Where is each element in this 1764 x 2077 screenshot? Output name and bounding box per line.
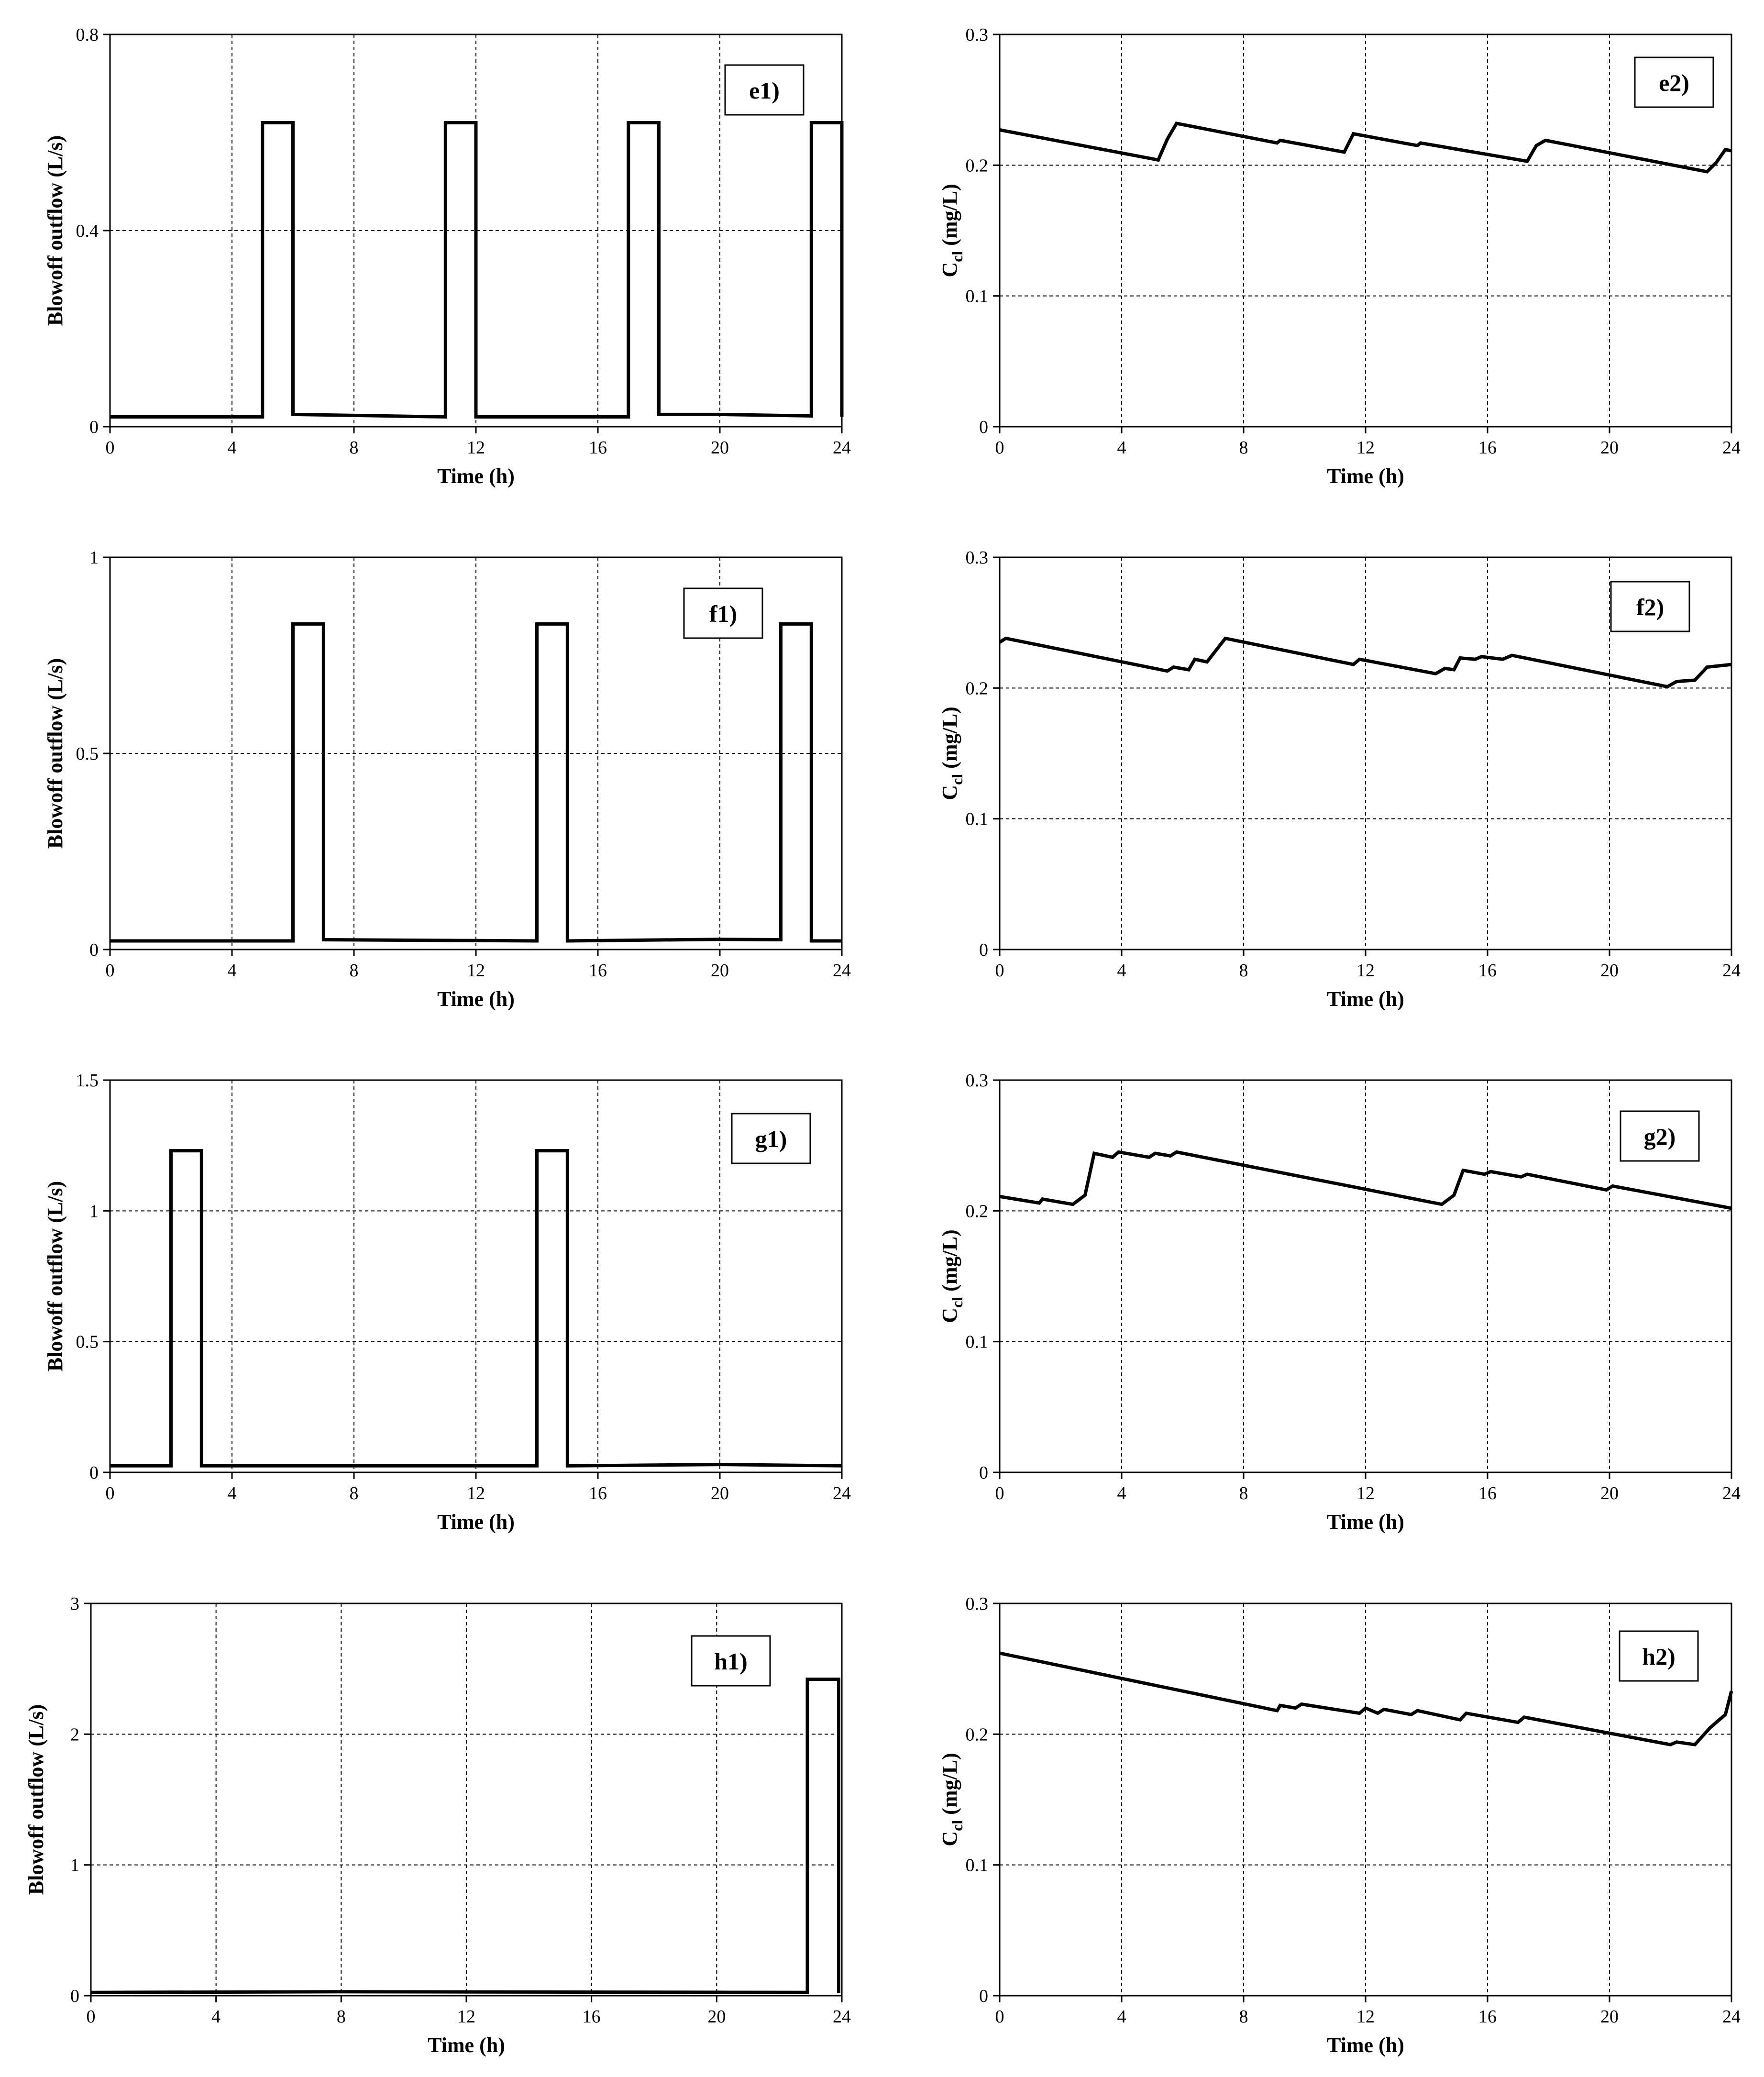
chart-panel-f2 <box>938 548 1741 1011</box>
y-axis-title-main: C <box>938 1307 961 1323</box>
y-tick-label: 0.1 <box>965 1332 988 1352</box>
y-tick-label: 0.5 <box>76 1332 99 1352</box>
panel-tag-label: f2) <box>1636 594 1665 620</box>
x-tick-label: 8 <box>1239 438 1248 458</box>
x-tick-label: 0 <box>995 961 1004 981</box>
panel-tag-label: h1) <box>714 1648 748 1675</box>
y-axis-title: Blowoff outflow (L/s) <box>44 658 67 849</box>
y-tick-label: 1 <box>89 548 99 568</box>
y-axis-title: Blowoff outflow (L/s) <box>44 135 67 326</box>
y-tick-label: 0.1 <box>965 286 988 307</box>
chart-panel-h2 <box>938 1594 1741 2057</box>
x-tick-label: 4 <box>227 961 237 981</box>
x-tick-label: 0 <box>995 438 1004 458</box>
x-tick-label: 16 <box>1478 2007 1497 2027</box>
x-tick-label: 20 <box>711 438 729 458</box>
y-tick-label: 0.2 <box>965 678 988 699</box>
x-axis-title: Time (h) <box>428 2033 505 2057</box>
panel-tag-label: e1) <box>749 77 780 104</box>
x-tick-label: 8 <box>349 961 359 981</box>
chart-panel-e1 <box>44 25 851 488</box>
y-tick-label: 0 <box>979 417 988 437</box>
chart-panel-e2 <box>938 25 1741 488</box>
x-tick-label: 8 <box>349 1483 359 1503</box>
y-tick-label: 0 <box>89 940 99 960</box>
y-axis-title-unit: (mg/L) <box>938 1753 961 1820</box>
x-tick-label: 0 <box>86 2007 96 2027</box>
y-axis-title <box>938 184 966 277</box>
y-tick-label: 0.3 <box>965 1594 988 1614</box>
x-tick-label: 8 <box>1239 961 1248 981</box>
x-axis-title: Time (h) <box>437 464 515 488</box>
y-axis-title <box>938 1753 966 1846</box>
x-tick-label: 4 <box>1117 2007 1126 2027</box>
x-tick-label: 20 <box>1600 2007 1619 2027</box>
y-axis-title-unit: (mg/L) <box>938 707 961 774</box>
x-tick-label: 24 <box>1722 961 1741 981</box>
x-tick-label: 12 <box>1356 2007 1375 2027</box>
y-tick-label: 0 <box>89 417 99 437</box>
x-tick-label: 16 <box>1478 438 1497 458</box>
y-axis-title <box>938 1229 966 1323</box>
y-tick-label: 0.8 <box>76 25 99 45</box>
y-axis-title-unit: (mg/L) <box>938 1229 961 1297</box>
x-tick-label: 24 <box>1722 1483 1741 1503</box>
x-tick-label: 4 <box>1117 438 1126 458</box>
y-axis-title: Blowoff outflow (L/s) <box>44 1181 67 1372</box>
y-tick-label: 0.3 <box>965 25 988 45</box>
x-tick-label: 8 <box>336 2007 346 2027</box>
x-tick-label: 12 <box>467 438 485 458</box>
y-tick-label: 0.2 <box>965 1724 988 1745</box>
x-tick-label: 4 <box>227 1483 237 1503</box>
x-tick-label: 0 <box>995 2007 1004 2027</box>
x-tick-label: 12 <box>1356 961 1375 981</box>
x-axis-title: Time (h) <box>1327 1510 1404 1534</box>
series-line <box>91 1679 839 1993</box>
x-tick-label: 12 <box>467 1483 485 1503</box>
y-tick-label: 1.5 <box>76 1071 99 1091</box>
chart-panel-f1 <box>44 548 851 1011</box>
x-tick-label: 24 <box>833 2007 851 2027</box>
x-tick-label: 8 <box>1239 1483 1248 1503</box>
y-axis-title: Blowoff outflow (L/s) <box>24 1704 48 1895</box>
y-tick-label: 0.1 <box>965 809 988 829</box>
panel-tag-label: g1) <box>755 1126 787 1152</box>
x-tick-label: 20 <box>711 1483 729 1503</box>
y-axis-title-unit: (mg/L) <box>938 184 961 251</box>
x-tick-label: 8 <box>349 438 359 458</box>
y-axis-title-main: C <box>938 784 961 800</box>
x-tick-label: 20 <box>1600 1483 1619 1503</box>
x-axis-title: Time (h) <box>1327 464 1404 488</box>
x-tick-label: 12 <box>457 2007 475 2027</box>
y-tick-label: 1 <box>70 1855 79 1876</box>
series-line <box>110 123 842 417</box>
x-tick-label: 16 <box>1478 961 1497 981</box>
y-tick-label: 3 <box>70 1594 79 1614</box>
y-axis-title <box>938 707 966 800</box>
y-tick-label: 0 <box>979 1463 988 1483</box>
x-axis-title: Time (h) <box>1327 2033 1404 2057</box>
x-tick-label: 16 <box>589 1483 607 1503</box>
chart-panel-g2 <box>938 1071 1741 1534</box>
y-axis-title-main: C <box>938 262 961 277</box>
y-tick-label: 1 <box>89 1201 99 1222</box>
x-tick-label: 4 <box>211 2007 221 2027</box>
x-tick-label: 20 <box>711 961 729 981</box>
x-tick-label: 12 <box>1356 1483 1375 1503</box>
panel-tag-label: g2) <box>1643 1123 1676 1150</box>
x-tick-label: 24 <box>833 438 851 458</box>
x-axis-title: Time (h) <box>437 1510 515 1534</box>
y-tick-label: 2 <box>70 1724 79 1745</box>
x-tick-label: 20 <box>707 2007 726 2027</box>
y-tick-label: 0 <box>979 940 988 960</box>
x-tick-label: 20 <box>1600 961 1619 981</box>
x-tick-label: 16 <box>582 2007 601 2027</box>
x-axis-title: Time (h) <box>437 987 515 1011</box>
y-tick-label: 0.3 <box>965 548 988 568</box>
x-tick-label: 8 <box>1239 2007 1248 2027</box>
y-tick-label: 0.2 <box>965 155 988 176</box>
chart-panel-g1 <box>44 1071 851 1534</box>
y-axis-title-subscript: cl <box>948 251 966 262</box>
x-tick-label: 12 <box>467 961 485 981</box>
x-tick-label: 16 <box>589 961 607 981</box>
y-axis-title-subscript: cl <box>948 1296 966 1308</box>
panel-tag-label: f1) <box>709 600 738 627</box>
x-tick-label: 24 <box>833 1483 851 1503</box>
x-tick-label: 4 <box>1117 1483 1126 1503</box>
x-tick-label: 24 <box>833 961 851 981</box>
y-axis-title-main: C <box>938 1831 961 1846</box>
panel-tag-label: e2) <box>1659 69 1689 96</box>
y-axis-title-subscript: cl <box>948 773 966 785</box>
y-tick-label: 0 <box>89 1463 99 1483</box>
x-tick-label: 12 <box>1356 438 1375 458</box>
x-tick-label: 16 <box>1478 1483 1497 1503</box>
panel-tag-label: h2) <box>1642 1643 1676 1670</box>
x-tick-label: 24 <box>1722 438 1741 458</box>
y-axis-title-subscript: cl <box>948 1820 966 1831</box>
chart-panel-h1 <box>24 1594 851 2057</box>
x-tick-label: 24 <box>1722 2007 1741 2027</box>
x-tick-label: 20 <box>1600 438 1619 458</box>
y-tick-label: 0.4 <box>76 221 99 241</box>
x-axis-title: Time (h) <box>1327 987 1404 1011</box>
x-tick-label: 0 <box>105 438 115 458</box>
y-tick-label: 0.5 <box>76 744 99 764</box>
x-tick-label: 16 <box>589 438 607 458</box>
y-tick-label: 0.2 <box>965 1201 988 1222</box>
x-tick-label: 0 <box>105 1483 115 1503</box>
x-tick-label: 4 <box>1117 961 1126 981</box>
y-tick-label: 0 <box>70 1986 79 2006</box>
x-tick-label: 4 <box>227 438 237 458</box>
y-tick-label: 0 <box>979 1986 988 2006</box>
y-tick-label: 0.3 <box>965 1071 988 1091</box>
y-tick-label: 0.1 <box>965 1855 988 1876</box>
x-tick-label: 0 <box>995 1483 1004 1503</box>
x-tick-label: 0 <box>105 961 115 981</box>
